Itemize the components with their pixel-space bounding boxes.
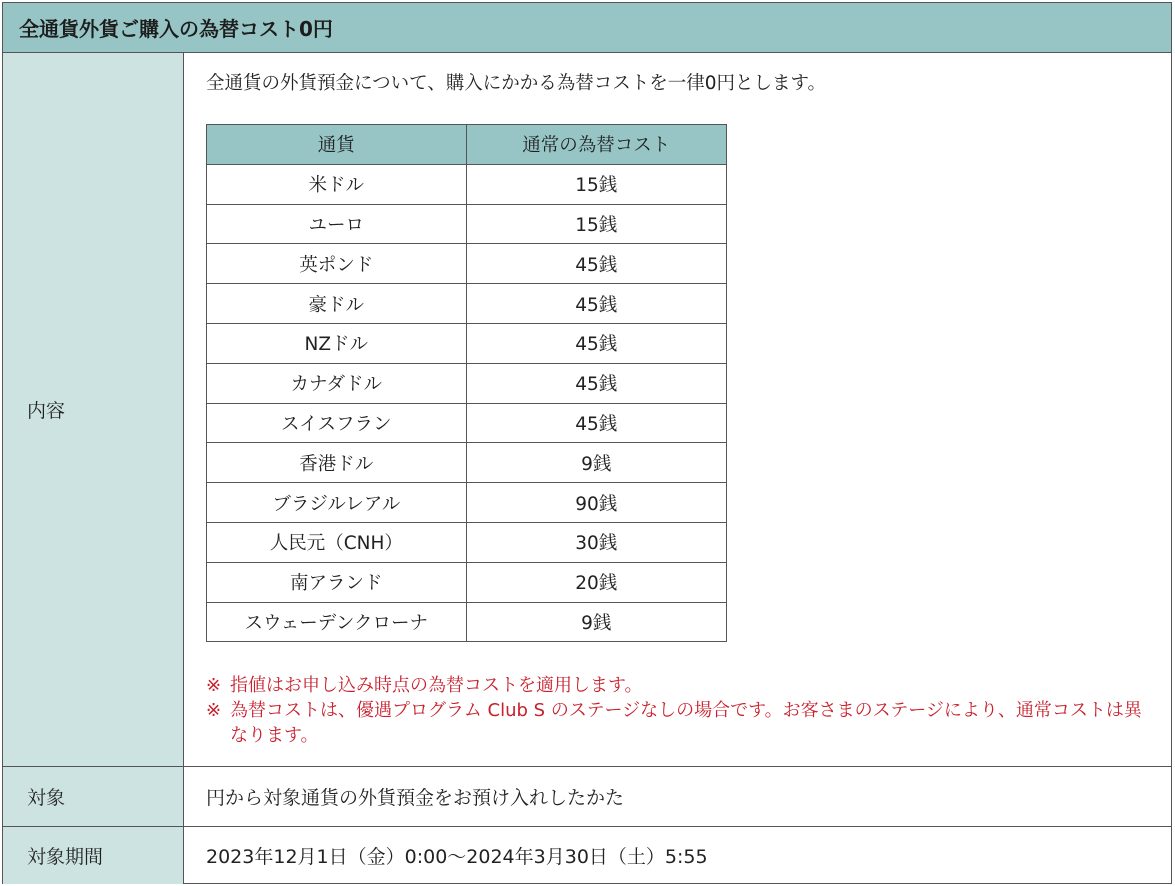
campaign-info-table	[2, 2, 1172, 884]
content-label: 内容	[3, 53, 184, 766]
cost-cell: 15銭	[466, 204, 726, 244]
currency-cell: ブラジルレアル	[207, 483, 467, 523]
table-row	[207, 164, 727, 204]
currency-cell: 豪ドル	[207, 284, 467, 324]
currency-cell: 人民元（CNH）	[207, 522, 467, 562]
table-row	[207, 323, 727, 363]
cost-cell: 45銭	[466, 363, 726, 403]
period-value: 2023年12月1日（金）0:00〜2024年3月30日（土）5:55	[206, 846, 708, 868]
cost-cell: 45銭	[466, 244, 726, 284]
target-value: 円から対象通貨の外貨預金をお預け入れしたかた	[206, 787, 625, 809]
period-label: 対象期間	[3, 827, 184, 884]
cost-cell: 45銭	[466, 284, 726, 324]
currency-cell: 米ドル	[207, 164, 467, 204]
note-text: 為替コストは、優遇プログラム Club S のステージなしの場合です。お客さまのステージにより、通常コストは異なります。	[230, 700, 1142, 747]
content-row	[3, 53, 1171, 767]
target-label: 対象	[3, 767, 184, 826]
currency-column-header: 通貨	[207, 125, 467, 165]
table-title: 全通貨外貨ご購入の為替コスト0円	[3, 3, 1171, 53]
currency-cell: スウェーデンクローナ	[207, 602, 467, 642]
note-limit-order	[206, 673, 1171, 698]
cost-cell: 30銭	[466, 522, 726, 562]
table-row	[207, 363, 727, 403]
note-mark: ※	[206, 700, 222, 722]
fx-cost-table	[206, 124, 727, 642]
note-text: 指値はお申し込み時点の為替コストを適用します。	[230, 675, 643, 697]
currency-cell: 英ポンド	[207, 244, 467, 284]
period-row	[3, 827, 1171, 884]
cost-cell: 9銭	[466, 443, 726, 483]
note-mark: ※	[206, 675, 222, 697]
currency-cell: 南アランド	[207, 562, 467, 602]
currency-cell: スイスフラン	[207, 403, 467, 443]
currency-cell: NZドル	[207, 323, 467, 363]
note-club-s	[206, 698, 1171, 748]
table-row	[207, 244, 727, 284]
table-row	[207, 483, 727, 523]
cost-cell: 9銭	[466, 602, 726, 642]
cost-cell: 15銭	[466, 164, 726, 204]
table-row	[207, 403, 727, 443]
currency-cell: カナダドル	[207, 363, 467, 403]
content-body	[184, 53, 1171, 766]
cost-cell: 20銭	[466, 562, 726, 602]
table-row	[207, 204, 727, 244]
fx-table-header-row	[207, 125, 727, 165]
cost-cell: 45銭	[466, 403, 726, 443]
cost-cell: 45銭	[466, 323, 726, 363]
table-row	[207, 562, 727, 602]
notes	[206, 673, 1171, 748]
cost-cell: 90銭	[466, 483, 726, 523]
content-intro: 全通貨の外貨預金について、購入にかかる為替コストを一律0円とします。	[206, 73, 827, 94]
table-row	[207, 602, 727, 642]
currency-cell: ユーロ	[207, 204, 467, 244]
table-row	[207, 284, 727, 324]
cost-column-header: 通常の為替コスト	[466, 125, 726, 165]
table-row	[207, 443, 727, 483]
currency-cell: 香港ドル	[207, 443, 467, 483]
table-row	[207, 522, 727, 562]
target-row	[3, 767, 1171, 827]
